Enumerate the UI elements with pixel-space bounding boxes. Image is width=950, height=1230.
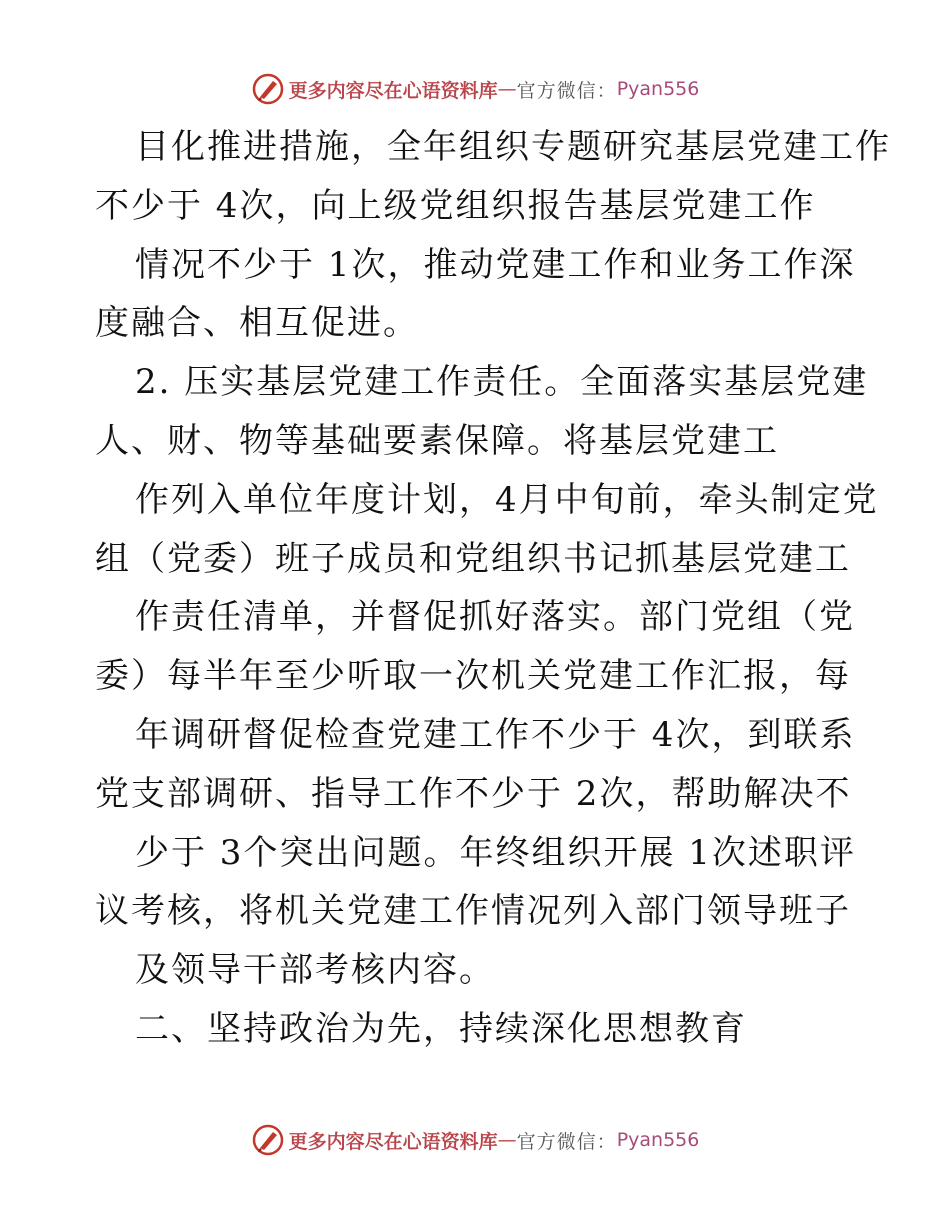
pen-logo-icon xyxy=(251,72,285,106)
text-line: 年调研督促检查党建工作不少于 4次，到联系 xyxy=(135,714,856,755)
header-watermark xyxy=(0,69,950,109)
text-line: 作责任清单，并督促抓好落实。部门党组（党 xyxy=(135,597,855,638)
footer-watermark xyxy=(0,1120,950,1160)
text-line: 党支部调研、指导工作不少于 2次，帮助解决不 xyxy=(95,773,852,814)
text-line: 委）每半年至少听取一次机关党建工作汇报，每 xyxy=(95,656,851,697)
section-heading: 二、坚持政治为先，持续深化思想教育 xyxy=(135,1008,747,1049)
text-line: 少于 3个突出问题。年终组织开展 1次述职评 xyxy=(135,832,856,873)
watermark-wechat-id: Pyan556 xyxy=(616,78,700,100)
text-line: 人、财、物等基础要素保障。将基层党建工 xyxy=(95,420,779,461)
text-line: 议考核，将机关党建工作情况列入部门领导班子 xyxy=(95,891,851,932)
text-line: 及领导干部考核内容。 xyxy=(135,950,495,991)
text-line: 目化推进措施，全年组织专题研究基层党建工作 xyxy=(135,127,891,167)
pen-logo-icon xyxy=(251,1123,285,1157)
watermark-dash: — xyxy=(497,78,517,100)
watermark-site-text: 更多内容尽在心语资料库 xyxy=(288,1130,498,1153)
text-line: 2. 压实基层党建工作责任。全面落实基层党建 xyxy=(135,362,869,403)
text-line: 度融合、相互促进。 xyxy=(95,303,419,344)
watermark-label: 官方微信： xyxy=(516,1130,617,1153)
watermark-wechat-id: Pyan556 xyxy=(616,1129,700,1151)
watermark-site-text: 更多内容尽在心语资料库 xyxy=(288,79,498,102)
watermark-dash: — xyxy=(497,1129,517,1151)
text-line: 不少于 4次，向上级党组织报告基层党建工作 xyxy=(95,185,816,226)
watermark-label: 官方微信： xyxy=(516,79,617,102)
text-line: 情况不少于 1次，推动党建工作和业务工作深 xyxy=(135,244,856,285)
document-body xyxy=(95,118,891,1059)
text-line: 组（党委）班子成员和党组织书记抓基层党建工 xyxy=(95,538,851,579)
text-line: 作列入单位年度计划，4月中旬前，牵头制定党 xyxy=(135,479,879,520)
